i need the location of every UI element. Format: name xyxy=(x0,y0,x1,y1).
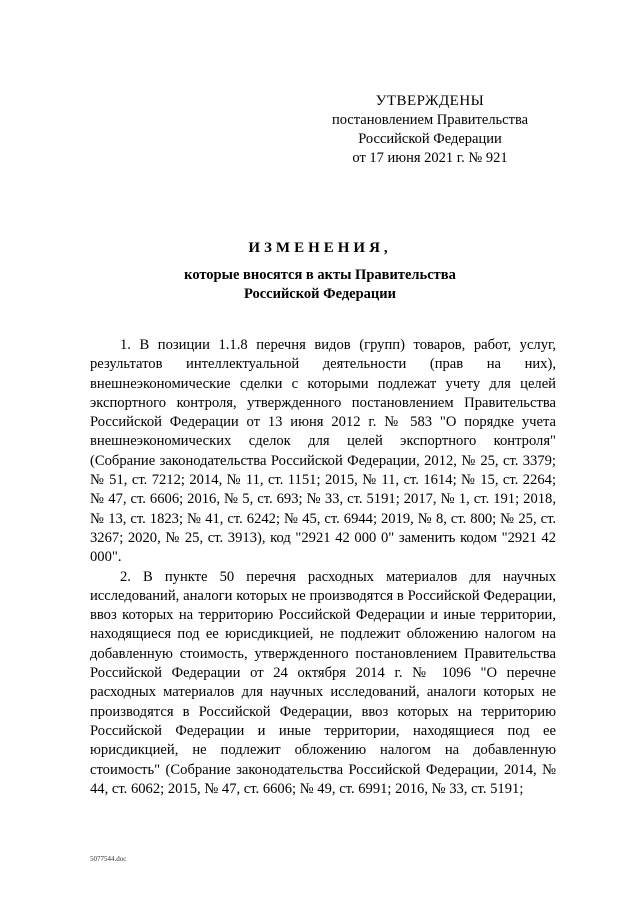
document-title: ИЗМЕНЕНИЯ, xyxy=(248,240,392,256)
document-subtitle-line1: которые вносятся в акты Правительства xyxy=(184,267,456,283)
document-subtitle-line2: Российской Федерации xyxy=(243,286,396,302)
approval-line-country: Российской Федерации xyxy=(358,131,502,147)
paragraph-1: 1. В позиции 1.1.8 перечня видов (групп) товаров, работ, услуг, результатов интеллектуальной деятельности (прав на них), внешнеэкономические сделки с которыми подлежат учету для целей экспортного контроля, утвержденного постановлением Правительства Российской Федерации от 13 июня 2012 г. № 583 "О порядке учета внешнеэкономических сделок для целей экспортного контроля" (Собрание законодательства Российской Федерации, 2012, № 25, ст. 3379; № 51, ст. 7212; 2014, № 11, ст. 1151; 2015, № 11, ст. 1614; № 15, ст. 2264; № 47, ст. 6606; 2016, № 5, ст. 693; № 33, ст. 5191; 2017, № 1, ст. 191; 2018, № 13, ст. 1823; № 41, ст. 6242; № 45, ст. 6944; 2019, № 8, ст. 800; № 25, ст. 3267; 2020, № 25, ст. 3913), код "2921 42 000 0" заменить кодом "2921 42 000". xyxy=(90,337,556,566)
footer-filename: 5077544.doc xyxy=(90,855,127,863)
document-body xyxy=(90,336,556,799)
paragraph-2: 2. В пункте 50 перечня расходных материалов для научных исследований, аналоги которых не производятся в Российской Федерации, ввоз которых на территорию Российской Федерации и иные территории, находящиеся под ее юрисдикцией, не подлежит обложению налогом на добавленную стоимость, утвержденного постановлением Правительства Российской Федерации от 24 октября 2014 г. № 1096 "О перечне расходных материалов для научных исследований, аналоги которых не производятся в Российской Федерации, ввоз которых на территорию Российской Федерации и иные территории, находящиеся под ее юрисдикцией, не подлежит обложению налогом на добавленную стоимость" (Собрание законодательства Российской Федерации, 2014, № 44, ст. 6062; 2015, № 47, ст. 6606; № 49, ст. 6991; 2016, № 33, ст. 5191; xyxy=(90,568,556,797)
approval-line-resolution: постановлением Правительства xyxy=(331,112,529,128)
approval-block xyxy=(330,92,530,168)
document-subtitle xyxy=(60,266,580,304)
approval-heading: УТВЕРЖДЕНЫ xyxy=(375,93,485,109)
approval-line-date-number: от 17 июня 2021 г. № 921 xyxy=(352,150,508,166)
